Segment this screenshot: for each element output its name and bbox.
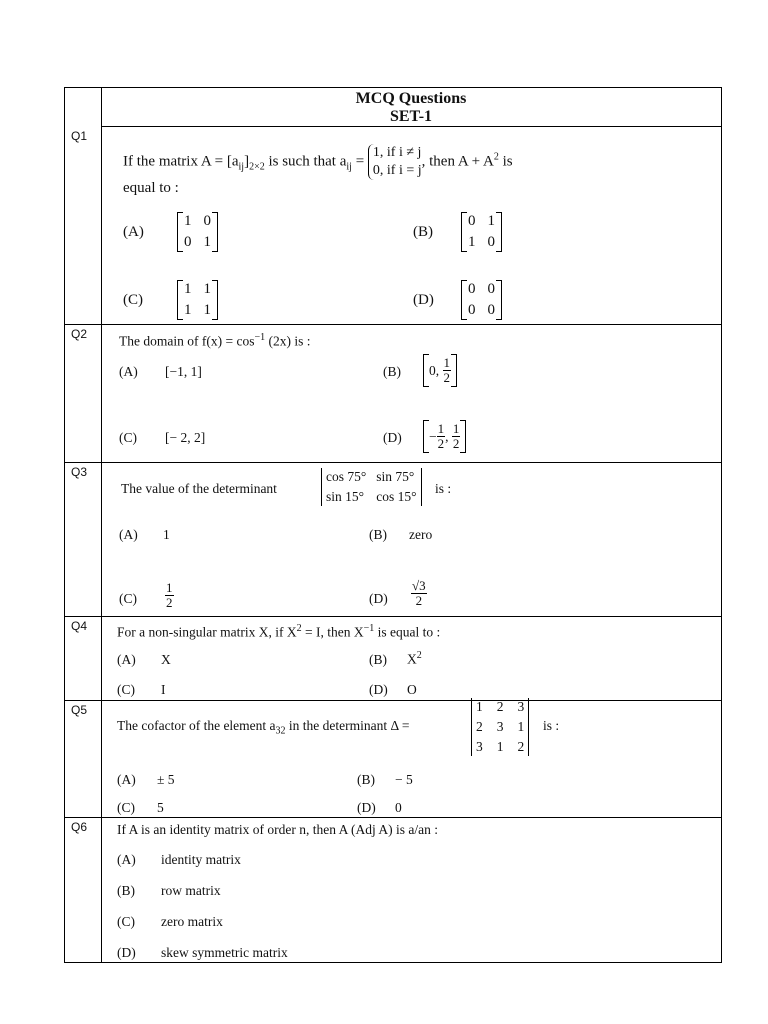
q3-option-b-label: (B) xyxy=(369,527,387,542)
question-label-q1: Q1 xyxy=(71,129,88,143)
q3-stem: The value of the determinant xyxy=(121,481,277,496)
question-table xyxy=(64,87,722,963)
question-label-q2: Q2 xyxy=(71,327,88,341)
q5-option-c-text: 5 xyxy=(157,800,164,815)
q6-option-b-text: row matrix xyxy=(161,883,221,898)
q4-stem: For a non-singular matrix X, if $X^2 = I$, then $X^{-1}$ is equal to : xyxy=(117,623,441,640)
q1-option-a-label: (A) xyxy=(123,224,144,240)
q3-option-b-text: zero xyxy=(409,527,433,542)
q2-option-c-text: [− 2, 2] xyxy=(165,430,206,445)
q4-option-b-label: (B) xyxy=(369,652,387,667)
q5-option-b-text: − 5 xyxy=(395,772,413,787)
set-title: SET-1 xyxy=(389,108,433,125)
q2-stem: The domain of $f(x) = \cos^{-1} (2x)$ is : xyxy=(119,332,311,349)
q3-option-c-label: (C) xyxy=(119,591,137,606)
q3-option-a-text: 1 xyxy=(163,527,170,542)
q6-stem: If A is an identity matrix of order n, then A (Adj A) is a/an : xyxy=(117,822,438,837)
q1-option-b-matrix: 0 1 1 0 xyxy=(461,212,502,252)
q5-option-b-label: (B) xyxy=(357,772,375,787)
page-title: MCQ Questions xyxy=(355,90,467,107)
q1-option-a-matrix: 1 0 0 1 xyxy=(177,212,218,252)
row-divider xyxy=(65,324,721,325)
q4-option-d-label: (D) xyxy=(369,682,388,697)
q1-stem-end: equal to : xyxy=(123,180,179,196)
q5-option-d-text: 0 xyxy=(395,800,402,815)
q6-option-c-text: zero matrix xyxy=(161,914,223,929)
q2-option-c-label: (C) xyxy=(119,430,137,445)
q5-option-a-text: ± 5 xyxy=(157,772,175,787)
q1-option-c-matrix: 1 1 1 1 xyxy=(177,280,218,320)
q4-option-d-text: O xyxy=(407,682,417,697)
q2-option-d-interval: − $\frac{1}{2}$ , $\frac{1}{2}$ xyxy=(423,420,466,453)
q4-option-a-label: (A) xyxy=(117,652,136,667)
question-label-q4: Q4 xyxy=(71,619,88,633)
q5-stem-end: is : xyxy=(543,718,560,733)
question-label-q6: Q6 xyxy=(71,820,88,834)
q4-option-b-text: $X^2$ xyxy=(407,650,422,667)
q6-option-a-text: identity matrix xyxy=(161,852,241,867)
row-divider xyxy=(65,700,721,701)
q6-option-c-label: (C) xyxy=(117,914,135,929)
q5-option-a-label: (A) xyxy=(117,772,136,787)
q2-option-b-interval: 0, $\frac{1}{2}$ xyxy=(423,354,457,387)
q2-option-b-label: (B) xyxy=(383,364,401,379)
q2-option-a-text: [−1, 1] xyxy=(165,364,202,379)
label-column-divider xyxy=(101,88,102,962)
q4-option-c-label: (C) xyxy=(117,682,135,697)
question-label-q3: Q3 xyxy=(71,465,88,479)
q3-stem-end: is : xyxy=(435,481,452,496)
q3-option-a-label: (A) xyxy=(119,527,138,542)
q6-option-d-text: skew symmetric matrix xyxy=(161,945,288,960)
row-divider xyxy=(65,616,721,617)
q1-stem: If the matrix $A = [a_{ij}]_{2\times 2}$ is such that $a_{ij} = 1$, if i ≠ j 0, if i = j, then $A + A^2$ is xyxy=(123,145,513,178)
q6-option-a-label: (A) xyxy=(117,852,136,867)
q1-option-c-label: (C) xyxy=(123,292,143,308)
q5-option-c-label: (C) xyxy=(117,800,135,815)
q5-determinant: 1 2 3 2 3 1 3 1 2 xyxy=(471,698,529,756)
q1-piecewise: 1, if i ≠ j 0, if i = j xyxy=(368,144,422,180)
q3-determinant: cos 75° sin 75° sin 15° cos 15° xyxy=(321,468,422,506)
q1-option-b-label: (B) xyxy=(413,224,433,240)
q3-option-c-fraction: $\frac{1}{2}$ xyxy=(166,580,173,610)
q4-option-a-text: X xyxy=(161,652,171,667)
q2-option-d-label: (D) xyxy=(383,430,402,445)
q4-option-c-text: I xyxy=(161,682,166,697)
row-divider xyxy=(65,462,721,463)
q6-option-b-label: (B) xyxy=(117,883,135,898)
row-divider xyxy=(65,817,721,818)
q5-stem: The cofactor of the element $a_{32}$ in the determinant Δ = xyxy=(117,718,410,737)
q1-option-d-label: (D) xyxy=(413,292,434,308)
q3-option-d-label: (D) xyxy=(369,591,388,606)
q1-option-d-matrix: 0 0 0 0 xyxy=(461,280,502,320)
q3-option-d-fraction: $\frac{√3}{2}$ xyxy=(412,578,426,608)
q6-option-d-label: (D) xyxy=(117,945,136,960)
q2-option-a-label: (A) xyxy=(119,364,138,379)
q5-option-d-label: (D) xyxy=(357,800,376,815)
header-divider xyxy=(101,126,721,127)
question-label-q5: Q5 xyxy=(71,703,88,717)
